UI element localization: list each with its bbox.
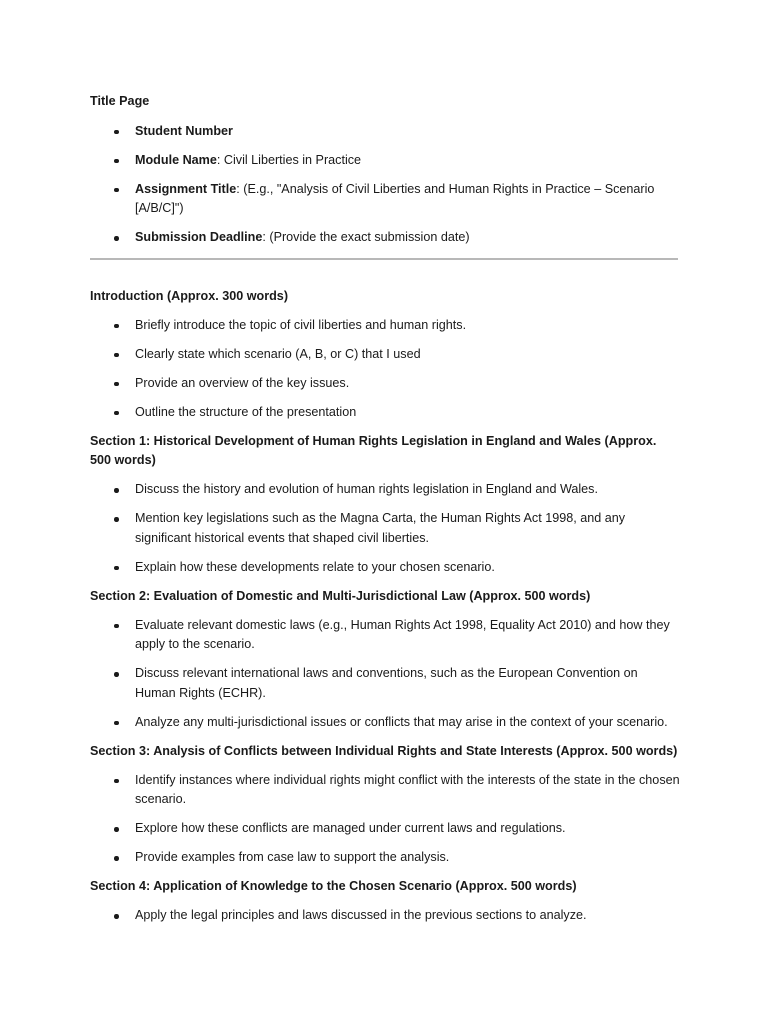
section-list-1 bbox=[90, 480, 680, 577]
section-heading-2: Section 2: Evaluation of Domestic and Multi-Jurisdictional Law (Approx. 500 words) bbox=[90, 588, 591, 603]
item-label: Submission Deadline bbox=[135, 230, 263, 244]
section-list-3 bbox=[90, 771, 680, 868]
list-item: Discuss relevant international laws and conventions, such as the European Convention on Human Rights (ECHR). bbox=[90, 664, 680, 703]
item-label: Student Number bbox=[135, 123, 233, 138]
section-heading-4: Section 4: Application of Knowledge to the Chosen Scenario (Approx. 500 words) bbox=[90, 879, 577, 893]
title-page-list bbox=[90, 122, 680, 248]
item-label: Assignment Title bbox=[135, 181, 237, 196]
document-page bbox=[90, 92, 680, 935]
list-item bbox=[90, 151, 680, 171]
list-item: Explain how these developments relate to your chosen scenario. bbox=[90, 558, 680, 578]
item-text: : (Provide the exact submission date) bbox=[262, 230, 470, 244]
list-item: Apply the legal principles and laws discussed in the previous sections to analyze. bbox=[90, 906, 680, 926]
list-item: Mention key legislations such as the Magna Carta, the Human Rights Act 1998, and any significant historical events that shaped civil liberties. bbox=[90, 509, 680, 548]
list-item bbox=[90, 228, 680, 248]
list-item: Provide examples from case law to support the analysis. bbox=[90, 848, 680, 868]
section-list-introduction bbox=[90, 316, 680, 423]
section-list-4 bbox=[90, 906, 680, 926]
section-heading-introduction: Introduction (Approx. 300 words) bbox=[90, 288, 289, 303]
section-heading-3: Section 3: Analysis of Conflicts between Individual Rights and State Interests (Approx. 500 words) bbox=[90, 743, 678, 758]
list-item bbox=[90, 122, 680, 142]
list-item: Clearly state which scenario (A, B, or C) that I used bbox=[90, 345, 680, 365]
item-label: Module Name bbox=[135, 152, 217, 167]
item-text: : (E.g., "Analysis of Civil Liberties and Human Rights in Practice – Scenario [A/B/C]") bbox=[135, 181, 655, 215]
list-item: Analyze any multi-jurisdictional issues or conflicts that may arise in the context of your scenario. bbox=[90, 713, 680, 733]
list-item bbox=[90, 180, 680, 219]
list-item: Identify instances where individual rights might conflict with the interests of the state in the chosen scenario. bbox=[90, 771, 680, 810]
list-item: Provide an overview of the key issues. bbox=[90, 374, 680, 394]
list-item: Outline the structure of the presentation bbox=[90, 403, 680, 423]
section-list-2 bbox=[90, 616, 680, 733]
title-page-heading: Title Page bbox=[90, 94, 150, 108]
list-item: Evaluate relevant domestic laws (e.g., Human Rights Act 1998, Equality Act 2010) and how they apply to the scenario. bbox=[90, 616, 680, 655]
horizontal-divider bbox=[90, 258, 678, 260]
section-heading-1: Section 1: Historical Development of Human Rights Legislation in England and Wales (Approx. 500 words) bbox=[90, 433, 657, 467]
list-item: Discuss the history and evolution of human rights legislation in England and Wales. bbox=[90, 480, 680, 500]
list-item: Explore how these conflicts are managed under current laws and regulations. bbox=[90, 819, 680, 839]
list-item: Briefly introduce the topic of civil liberties and human rights. bbox=[90, 316, 680, 336]
item-text: : Civil Liberties in Practice bbox=[216, 152, 362, 167]
